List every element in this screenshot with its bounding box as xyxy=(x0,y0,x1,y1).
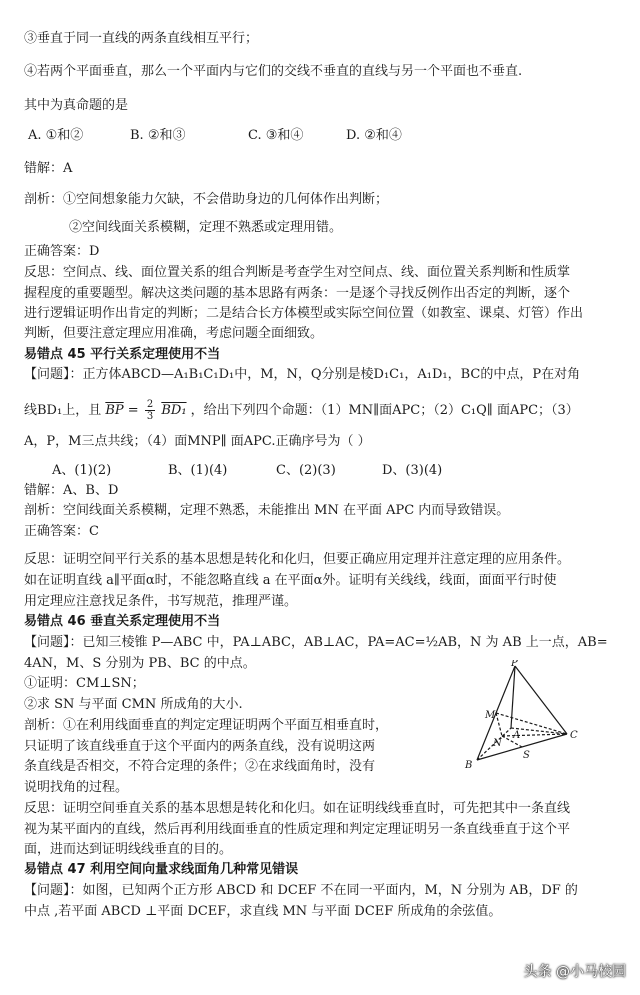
reflection-line: 如在证明直线 a∥平面α时，不能忽略直线 a 在平面α外。证明有关线线，线面，面面平行时使 xyxy=(24,573,557,588)
label-n: N xyxy=(493,738,502,749)
reflection-line: 进行逻辑证明作出肯定的判断；二是结合长方体模型或实际空间位置（如教室、课桌、灯管）作出 xyxy=(24,306,584,321)
correct-answer: 正确答案：C xyxy=(24,524,99,539)
problem-line: ②求 SN 与平面 CMN 所成角的大小. xyxy=(24,697,243,712)
option-d: D. ②和④ xyxy=(346,128,402,143)
vector-bp: $\overline{BP}$ xyxy=(105,403,124,418)
problem-line: 中点 ,若平面 ABCD ⊥平面 DCEF，求直线 MN 与平面 DCEF 所成角的余弦值。 xyxy=(24,904,502,919)
tetrahedron-figure xyxy=(455,660,605,780)
label-c: C xyxy=(570,730,578,741)
segment-mc xyxy=(496,713,567,734)
reflection-line: 反思：空间点、线、面位置关系的组合判断是考查学生对空间点、线、面位置关系判断和性质掌 xyxy=(24,265,571,280)
option-c: C. ③和④ xyxy=(248,128,304,143)
vector-bd1: BD₁ xyxy=(161,403,187,418)
option-d: D、(3)(4) xyxy=(382,463,443,478)
analysis-line: 条直线是否相交，不符合定理的条件；②在求线面角时，没有 xyxy=(24,759,376,774)
section-heading-45: 易错点 45 平行关系定理使用不当 xyxy=(24,347,221,362)
analysis-line: 只证明了该直线垂直于这个平面内的两条直线，没有说明这两 xyxy=(24,739,376,754)
text-line: ④若两个平面垂直，那么一个平面内与它们的交线不垂直的直线与另一个平面也不垂直. xyxy=(24,64,523,79)
option-c: C、(2)(3) xyxy=(276,463,336,478)
text-line: ③垂直于同一直线的两条直线相互平行； xyxy=(24,31,259,46)
equals-sign: = xyxy=(127,403,143,418)
section-heading-47: 易错点 47 利用空间向量求线面角几种常见错误 xyxy=(24,862,299,877)
analysis-line: ②空间线面关系模糊，定理不熟悉或定理用错。 xyxy=(69,220,343,235)
label-b: B xyxy=(465,760,473,771)
correct-answer: 正确答案：D xyxy=(24,244,100,259)
option-b: B. ②和③ xyxy=(130,128,186,143)
edge-pc xyxy=(515,666,567,734)
reflection-line: 面，进而达到证明线线垂直的目的。 xyxy=(24,842,233,857)
reflection-line: 判断，但要注意定理应用准确，考虑问题全面细致。 xyxy=(24,326,324,341)
wrong-answer: 错解：A、B、D xyxy=(24,483,119,498)
reflection-line: 反思：证明空间平行关系的基本思想是转化和化归，但要正确应用定理并注意定理的应用条件。 xyxy=(24,552,571,567)
problem-line: ①证明：CM⊥SN； xyxy=(24,676,145,691)
analysis-line: 剖析：①空间想象能力欠缺，不会借助身边的几何体作出判断； xyxy=(24,192,389,207)
problem-line: A，P，M三点共线；（4）面MNP∥ 面APC.正确序号为（ ） xyxy=(24,434,371,449)
label-p: P xyxy=(511,660,518,669)
fraction xyxy=(145,399,155,422)
option-a: A. ①和② xyxy=(28,128,84,143)
problem-line: 【问题】：正方体ABCD—A₁B₁C₁D₁中，M，N，Q分别是棱D₁C₁，A₁D₁，BC的中点，P在对角 xyxy=(24,367,581,382)
option-a: A、(1)(2) xyxy=(52,463,112,478)
problem-text: ，给出下列四个命题：（1）MN∥面APC；（2）C₁Q∥ 面APC；（3） xyxy=(190,403,579,418)
analysis-line: 说明找角的过程。 xyxy=(24,780,129,795)
analysis-line: 剖析：空间线面关系模糊，定理不熟悉，未能推出 MN 在平面 APC 内而导致错误。 xyxy=(24,503,510,518)
reflection-line: 用定理应注意找足条件，书写规范，推理严谨。 xyxy=(24,594,298,609)
reflection-line: 握程度的重要题型。解决这类问题的基本思路有两条：一是逐个寻找反例作出否定的判断，逐个 xyxy=(24,286,571,301)
section-heading-46: 易错点 46 垂直关系定理使用不当 xyxy=(24,614,221,629)
label-a: A xyxy=(513,730,521,741)
problem-text: 线BD₁上，且 xyxy=(24,403,102,418)
problem-line: 4AN，M、S 分别为 PB、BC 的中点。 xyxy=(24,656,256,671)
option-b: B、(1)(4) xyxy=(168,463,228,478)
problem-line: 【问题】：如图，已知两个正方形 ABCD 和 DCEF 不在同一平面内，M，N 分别为 AB，DF 的 xyxy=(24,883,578,898)
watermark: 头条 @小马校园 xyxy=(523,964,626,980)
problem-line: 【问题】：已知三棱锥 P—ABC 中，PA⊥ABC，AB⊥AC，PA=AC=½AB，N 为 AB 上一点，AB= xyxy=(24,635,608,650)
fraction-denominator: 3 xyxy=(146,411,154,422)
fraction-numerator: 2 xyxy=(146,399,154,410)
reflection-line: 反思：证明空间垂直关系的基本思想是转化和化归。如在证明线线垂直时，可先把其中一条直线 xyxy=(24,801,571,816)
label-m: M xyxy=(485,710,496,721)
analysis-line: 剖析：①在利用线面垂直的判定定理证明两个平面互相垂直时， xyxy=(24,718,389,733)
problem-line xyxy=(24,399,579,422)
label-s: S xyxy=(523,750,530,761)
segment-nc xyxy=(502,734,567,736)
reflection-line: 视为某平面内的直线，然后再利用线面垂直的性质定理和判定定理证明另一条直线垂直于这个平 xyxy=(24,822,571,837)
text-line: 其中为真命题的是 xyxy=(24,98,129,113)
wrong-answer: 错解：A xyxy=(24,161,73,176)
segment-mn xyxy=(496,713,502,736)
